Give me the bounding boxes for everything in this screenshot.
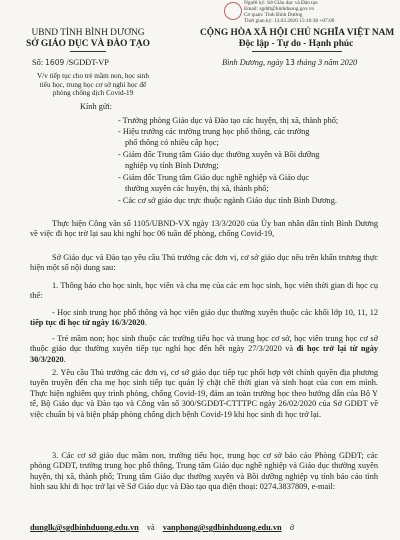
document-number-suffix: /SGDĐT-VP (66, 58, 109, 67)
national-title: CỘNG HÒA XÃ HỘI CHỦ NGHĨA VIỆT NAM (200, 28, 395, 38)
email-link-1[interactable]: dunglk@sgdbinhduong.edu.vn (30, 523, 139, 532)
signature-email: Email: sgddt@binhduong.gov.vn (244, 6, 315, 12)
signature-seal-icon (224, 2, 242, 20)
recipient-2: - Hiệu trưởng các trường trung học phổ thông, các trường (118, 127, 310, 136)
header-underline-right (252, 51, 342, 52)
date-suffix: tháng 3 năm 2020 (296, 58, 358, 67)
paragraph-item-2: 2. Yêu cầu Thủ trưởng các đơn vị, cơ sở giáo dục tiếp tục phối hợp với chính quyền địa phương tuyên truyền đến cha mẹ học sinh tiếp tục quản lý chặt chẽ thời gian và sinh hoạt của con em mình. Thực hiện nghiêm quy trình phòng, chống Covid-19, đảm an toàn trường học theo hướng dẫn của Bộ Y tế, Bộ Giáo dục và Đào tạo và Công văn số 300/SGDĐT-CTTTPC ngày 26/02/2020 của Sở GDĐT về việc chuẩn bị và biện pháp phòng chống dịch bệnh Covid-19 khi học sinh đi học trở lại. (30, 368, 378, 419)
header-underline-left (70, 51, 106, 52)
email-link-2[interactable]: vanphong@sgdbinhduong.edu.vn (162, 523, 282, 532)
issuing-authority: UBND TỈNH BÌNH DƯƠNG (31, 28, 145, 38)
document-date (222, 58, 357, 67)
recipient-4-cont: thường xuyên các huyện, thị xã, thành phố; (125, 184, 269, 193)
signature-agency: Cơ quan: Tỉnh Bình Dương (244, 12, 303, 18)
paragraph-item-1a (30, 308, 378, 329)
item-1b-text: - Trẻ mầm non; học sinh thuộc các trường tiểu học và trung học cơ sở, học viên trung học cơ sở thuộc giáo dục thường xuyên tiếp tục nghỉ học đến hết ngày 27/3/2020 và (30, 334, 378, 354)
paragraph-item-1: 1. Thông báo cho học sinh, học viên và cha mẹ của các em học sinh, học viên thời gian đi học cụ thể: (30, 281, 378, 301)
contact-emails (30, 523, 382, 532)
paragraph-request: Sở Giáo dục và Đào tạo yêu cầu Thủ trưởng các đơn vị, cơ sở giáo dục nêu trên khẩn trương thực hiện một số nội dung sau: (30, 253, 378, 273)
paragraph-basis: Thực hiện Công văn số 1105/UBND-VX ngày 13/3/2020 của Ủy ban nhân dân tỉnh Bình Dương về việc đi học trở lại sau khi nghỉ học 06 tuần để phòng, chống Covid-19, (30, 219, 378, 239)
document-subject (18, 72, 168, 98)
signature-time: Thời gian ký: 13.03.2020 15:16:38 +07:00 (244, 18, 335, 24)
item-1a-bold: tiếp tục đi học từ ngày 16/3/2020 (30, 318, 145, 328)
recipient-2-cont: phổ thông có nhiều cấp học; (125, 138, 219, 147)
recipients-label: Kính gửi: (80, 102, 112, 111)
signature-signer: Người ký: Sở Giáo dục và Đào tạo (244, 0, 318, 6)
digital-signature-box (244, 0, 394, 22)
recipient-4: - Giám đốc Trung tâm Giáo dục nghề nghiệp và Giáo dục (118, 173, 310, 182)
email-trailing: ở (289, 523, 295, 532)
paragraph-item-3: 3. Các cơ sở giáo dục mầm non, trường tiểu học, trung học cơ sở báo cáo Phòng GDĐT; các phòng GDĐT, trường trung học phổ thông, Trung tâm Giáo dục nghề nghiệp và Giáo dục thường xuyên huyện, thị xã, thành phố; Trung tâm Giáo dục thường xuyên và Bồi dưỡng nghiệp vụ tỉnh báo cáo tình hình sau khi đi học trở lại về Sở Giáo dục và Đào tạo qua điện thoại: 0274.3837809, e-mail: (30, 451, 378, 492)
recipient-1: - Trưởng phòng Giáo dục và Đào tạo các huyện, thị xã, thành phố; (118, 116, 339, 125)
recipient-5: - Các cơ sở giáo dục trực thuộc ngành Giáo dục tỉnh Bình Dương. (118, 196, 337, 205)
subject-line-2: tiểu học, trung học cơ sở nghỉ học để (39, 80, 147, 89)
subject-line-1: V/v tiếp tục cho trẻ mầm non, học sinh (37, 72, 149, 80)
date-day-handwritten: 13 (285, 58, 295, 67)
national-motto: Độc lập - Tự do - Hạnh phúc (238, 39, 354, 49)
item-1a-text: - Học sinh trung học phổ thông và học viên giáo dục thường xuyên thuộc các khối lớp 10, 11, 12 (52, 308, 378, 317)
item-1a-end: . (144, 318, 147, 328)
recipient-3-cont: nghiệp vụ tỉnh Bình Dương; (125, 161, 219, 170)
date-prefix: Bình Dương, ngày (222, 58, 284, 67)
document-number-handwritten: 1609 (45, 58, 65, 67)
email-separator: và (146, 523, 155, 532)
issuing-department: SỞ GIÁO DỤC VÀ ĐÀO TẠO (26, 39, 150, 49)
document-number-prefix: Số: (32, 58, 44, 67)
subject-line-3: phòng chống dịch Covid-19 (52, 89, 134, 98)
paragraph-item-1b (30, 334, 378, 365)
document-number (32, 58, 109, 67)
recipient-3: - Giám đốc Trung tâm Giáo dục thường xuyên và Bồi dưỡng (118, 150, 320, 159)
item-1b-bold: đi học trở lại từ ngày 30/3/2020 (30, 344, 378, 364)
item-1b-end: . (63, 354, 66, 364)
